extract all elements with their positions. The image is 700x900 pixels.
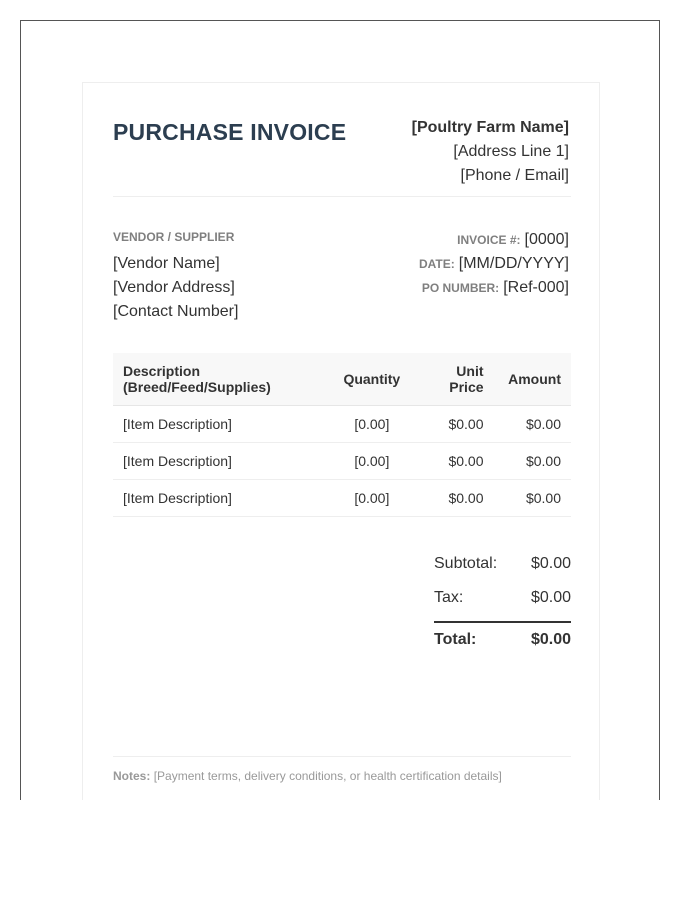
invoice-number-label: INVOICE #: (457, 233, 521, 247)
item-description: [Item Description] (113, 480, 328, 517)
item-unit-price: $0.00 (416, 480, 493, 517)
po-number-value: [Ref-000] (503, 279, 569, 296)
item-amount: $0.00 (494, 480, 571, 517)
table-row (113, 443, 571, 480)
item-quantity: [0.00] (328, 480, 417, 517)
tax-value: $0.00 (530, 589, 571, 606)
subtotal-label: Subtotal: (434, 555, 498, 572)
notes (113, 769, 502, 783)
notes-text: [Payment terms, delivery conditions, or health certification details] (153, 769, 502, 783)
items-table (113, 353, 571, 517)
subtotal-value: $0.00 (530, 555, 571, 572)
farm-contact: [Phone / Email] (460, 167, 569, 184)
total-row (434, 621, 571, 659)
invoice-title: PURCHASE INVOICE (113, 119, 347, 145)
invoice-meta (419, 228, 569, 300)
header-amount: Amount (494, 353, 571, 406)
tax-label: Tax: (434, 589, 464, 606)
header-unit-price-line1: Unit (456, 363, 484, 379)
date-row (419, 252, 569, 276)
item-quantity: [0.00] (328, 406, 417, 443)
total-value: $0.00 (530, 631, 571, 648)
farm-address: [Address Line 1] (453, 143, 569, 160)
invoice-number-row (419, 228, 569, 252)
item-amount: $0.00 (494, 443, 571, 480)
item-unit-price: $0.00 (416, 406, 493, 443)
date-value: [MM/DD/YYYY] (458, 255, 569, 272)
date-label: DATE: (418, 257, 455, 271)
header-divider (113, 196, 571, 197)
table-header-row (113, 353, 571, 406)
totals-block (434, 553, 571, 659)
vendor-contact: [Contact Number] (113, 303, 239, 320)
item-quantity: [0.00] (328, 443, 417, 480)
item-unit-price: $0.00 (416, 443, 493, 480)
header-description-line2: (Breed/Feed/Supplies) (123, 379, 271, 395)
notes-divider (113, 756, 571, 757)
item-description: [Item Description] (113, 443, 328, 480)
vendor-address: [Vendor Address] (113, 279, 235, 296)
subtotal-row (434, 553, 571, 587)
po-number-label: PO NUMBER: (421, 281, 500, 295)
header-unit-price-line2: Price (449, 379, 484, 395)
farm-name: [Poultry Farm Name] (411, 119, 569, 136)
table-row (113, 406, 571, 443)
header-description-line1: Description (123, 363, 201, 379)
invoice-number-value: [0000] (524, 231, 569, 248)
header-unit-price (416, 353, 493, 406)
farm-info (412, 116, 569, 188)
notes-label: Notes: (113, 769, 151, 783)
vendor-name: [Vendor Name] (113, 255, 220, 272)
item-description: [Item Description] (113, 406, 328, 443)
vendor-info (113, 230, 238, 324)
document-viewport (20, 20, 660, 800)
tax-row (434, 587, 571, 621)
total-label: Total: (434, 631, 477, 648)
header-description (113, 353, 328, 406)
vendor-heading: VENDOR / SUPPLIER (113, 230, 235, 244)
table-row (113, 480, 571, 517)
invoice-page (82, 82, 600, 800)
po-number-row (419, 276, 569, 300)
header-quantity: Quantity (328, 353, 417, 406)
item-amount: $0.00 (494, 406, 571, 443)
